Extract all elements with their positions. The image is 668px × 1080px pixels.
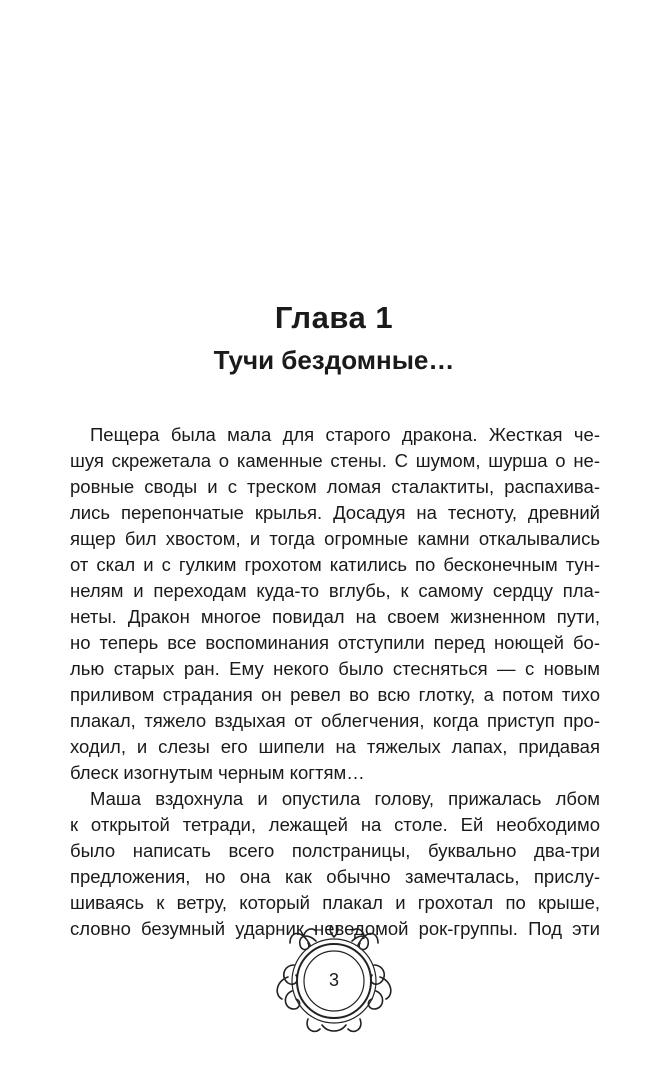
page-number: 3: [328, 970, 339, 990]
chapter-number: Глава 1: [274, 300, 394, 335]
paragraph: [70, 786, 600, 942]
text-line: Пещера была мала для старого дракона. Жесткая че-: [90, 424, 600, 445]
text-line: было написать всего полстраницы, буквально два-три: [70, 840, 600, 861]
text-line: неты. Дракон многое повидал на своем жизненном пути,: [70, 606, 600, 627]
text-line: лись перепончатые крылья. Досадуя на тесноту, древний: [70, 502, 600, 523]
paragraph: [70, 422, 600, 786]
text-line: ходил, и слезы его шипели на тяжелых лапах, придавая: [70, 736, 600, 757]
text-line: плакал, тяжело вздыхая от облегчения, когда приступ про-: [70, 710, 600, 731]
text-line: предложения, но она как обычно замечталась, прислу-: [70, 866, 600, 887]
text-line: шуя скрежетала о каменные стены. С шумом, шурша о не-: [70, 450, 600, 471]
page-ornament: [264, 925, 404, 1065]
text-line: Маша вздохнула и опустила голову, прижалась лбом: [90, 788, 600, 809]
text-line: ровные своды и с треском ломая сталактиты, распахива-: [70, 476, 600, 497]
text-line: блеск изогнутым черным когтям…: [70, 762, 365, 783]
text-line: ящер бил хвостом, и тогда огромные камни откалывались: [70, 528, 600, 549]
text-line: но теперь все воспоминания отступили перед ноющей бо-: [70, 632, 600, 653]
text-line: лью старых ран. Ему некого было стесняться — с новым: [70, 658, 600, 679]
ornament-frame-icon: [264, 925, 404, 1065]
text-line: приливом страдания он ревел во всю глотку, а потом тихо: [70, 684, 600, 705]
text-line: от скал и с гулким грохотом катились по бесконечным тун-: [70, 554, 600, 575]
body-text: [70, 422, 600, 942]
chapter-title: Тучи бездомные…: [213, 345, 455, 375]
text-line: шиваясь к ветру, который плакал и грохотал по крыше,: [70, 892, 600, 913]
text-line: нелям и переходам куда-то вглубь, к самому сердцу пла-: [70, 580, 600, 601]
text-line: к открытой тетради, лежащей на столе. Ей необходимо: [70, 814, 600, 835]
text-line: словно безумный ударник неведомой рок-группы. Под эти: [70, 918, 600, 939]
